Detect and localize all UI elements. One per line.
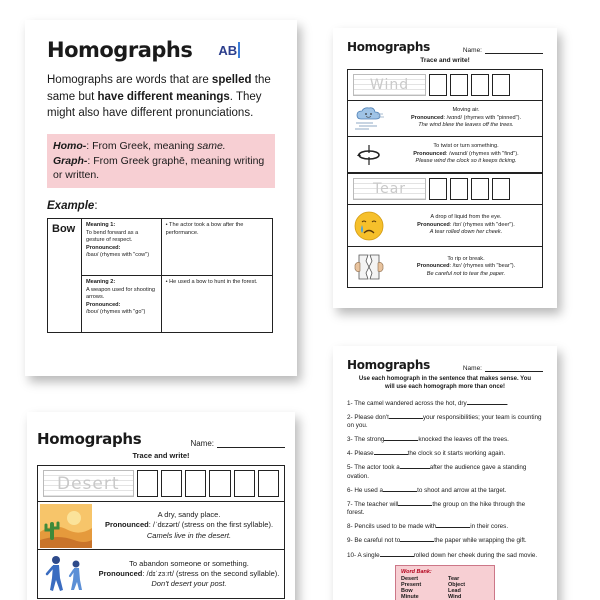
answer-blank[interactable] <box>389 413 423 419</box>
list-item: 8- Pencils used to be made with in their cores. <box>347 523 509 531</box>
answer-blank[interactable] <box>398 500 432 506</box>
word-frame-wind <box>347 69 543 174</box>
meaning-text: A drop of liquid from the eye. Pronounced: /tɪr/ (rhymes with "deer"). A tear rolled down her cheek. <box>417 214 515 236</box>
graph-def: : From Greek graphē, meaning writing or written. <box>53 154 265 182</box>
graph-term: Graph- <box>53 154 88 167</box>
wind-cloud-icon <box>348 101 390 136</box>
answer-blank[interactable] <box>436 522 470 528</box>
intro-part: Homographs are words that are <box>47 74 212 86</box>
answer-blank[interactable] <box>400 536 434 542</box>
answer-blank[interactable] <box>383 486 417 492</box>
trace-write-sheet-desert <box>27 412 295 600</box>
write-box[interactable] <box>471 74 489 96</box>
answer-blank[interactable] <box>380 551 414 557</box>
list-item: 9- Be careful not to the paper while wrapping the gift. <box>347 537 527 545</box>
sentence-list <box>347 399 543 560</box>
write-box[interactable] <box>429 178 447 200</box>
meaning-text: To rip or break. Pronounced: /tɛr/ (rhymes with "bear"). Be careful not to tear the paper. <box>416 255 516 277</box>
example-table <box>47 218 273 333</box>
meaning-text: A dry, sandy place. Pronounced: /ˈdɛzərt/ (stress on the first syllable). Camels live in the desert. <box>104 510 274 540</box>
name-field[interactable]: Name: <box>190 439 285 448</box>
torn-paper-icon <box>348 247 390 287</box>
answer-blank[interactable] <box>384 435 418 441</box>
rotate-arrow-icon <box>348 137 390 172</box>
meaning-text: To abandon someone or something. Pronounced: /dɪˈzɜːrt/ (stress on the second syllable). Don't desert your post. <box>98 558 280 589</box>
table-row <box>48 219 273 276</box>
page-title: Homographs <box>347 358 430 372</box>
intro-part: . They might also have different pronunciations. <box>47 90 262 120</box>
meaning-cell: Meaning 1: To bend forward as a gesture of respect. Pronounced: /baʊ/ (rhymes with "cow") <box>81 219 161 276</box>
homo-def: : From Greek, meaning <box>86 140 198 153</box>
name-field[interactable]: Name: <box>463 365 543 372</box>
word-bank-item: Object <box>448 581 466 588</box>
word-bank-item: Tear <box>448 575 460 582</box>
answer-blank[interactable] <box>374 449 408 455</box>
trace-word[interactable]: Tear <box>353 178 426 200</box>
trace-word[interactable]: Desert <box>43 470 134 497</box>
ab-text-cursor-icon <box>218 42 240 58</box>
page-title: Homographs <box>47 38 193 62</box>
subtitle: Trace and write! <box>132 451 190 460</box>
write-box[interactable] <box>161 470 182 497</box>
word-bank: Word Bank: Desert Tear Present Object Bow Lead Minute Wind <box>395 565 495 600</box>
page-title: Homographs <box>347 40 430 54</box>
homo-term: Homo- <box>53 140 87 153</box>
word-bank-item: Bow <box>401 587 413 594</box>
write-box[interactable] <box>137 470 158 497</box>
list-item: 7- The teacher will the group on the hike through the forest. <box>347 500 526 517</box>
list-item: 1- The camel wandered across the hot, dry . <box>347 399 509 407</box>
list-item: 3- The strong knocked the leaves off the trees. <box>347 436 509 444</box>
example-word: Bow <box>48 219 82 333</box>
list-item: 4- Please the clock so it starts working again. <box>347 450 506 458</box>
write-box[interactable] <box>209 470 230 497</box>
sentence-cell: • The actor took a bow after the performance. <box>161 219 272 276</box>
write-box[interactable] <box>492 74 510 96</box>
write-box[interactable] <box>185 470 206 497</box>
write-box[interactable] <box>471 178 489 200</box>
list-item: 10- A single rolled down her cheek during the sad movie. <box>347 551 538 559</box>
trace-write-sheet-wind-tear <box>333 28 557 308</box>
meaning-cell: Meaning 2: A weapon used for shooting arrows. Pronounced: /boʊ/ (rhymes with "go") <box>81 276 161 333</box>
word-bank-item: Desert <box>401 575 419 582</box>
intro-part: spelled <box>211 74 252 86</box>
page-title: Homographs <box>37 430 142 448</box>
logo-text: AB <box>218 42 238 58</box>
instructions: Use each homograph in the sentence that makes sense. You will use each homograph more than once! <box>358 376 532 390</box>
sentence-cell: • He used a bow to hunt in the forest. <box>161 276 272 333</box>
homo-meaning: same. <box>197 140 226 153</box>
write-box[interactable] <box>234 470 255 497</box>
answer-blank[interactable] <box>400 463 430 469</box>
list-item: 5- The actor took a after the audience gave a standing ovation. <box>347 464 527 480</box>
desert-cactus-icon <box>38 502 94 549</box>
list-item: 6- He used a to shoot and arrow at the target. <box>347 486 507 494</box>
intro-part: the same but <box>47 74 271 103</box>
word-frame-desert <box>37 465 285 599</box>
word-frame-tear <box>347 174 543 288</box>
meaning-text: To twist or turn something. Pronounced: /waɪnd/ (rhymes with "find"). Please wind the clock so it keeps ticking. <box>413 143 519 165</box>
write-box[interactable] <box>429 74 447 96</box>
answer-blank[interactable] <box>467 399 507 405</box>
etymology-box <box>47 134 275 188</box>
example-heading: Example: <box>47 200 98 213</box>
meaning-text: Moving air. Pronounced: /wɪnd/ (rhymes with "pinned"). The wind blew the leaves off the trees. <box>410 107 522 129</box>
subtitle: Trace and write! <box>420 57 470 64</box>
write-box[interactable] <box>492 178 510 200</box>
intro-part: have different meanings <box>97 90 230 103</box>
word-bank-item: Minute <box>401 593 419 600</box>
name-field[interactable]: Name: <box>463 47 543 54</box>
intro-sheet <box>25 20 297 376</box>
table-row <box>48 276 273 333</box>
write-box[interactable] <box>258 470 279 497</box>
fill-in-blank-sheet <box>333 346 557 600</box>
word-bank-item: Lead <box>448 587 461 594</box>
word-bank-item: Wind <box>448 593 462 600</box>
trace-word[interactable]: Wind <box>353 74 426 96</box>
walking-away-icon <box>38 550 94 598</box>
write-box[interactable] <box>450 178 468 200</box>
crying-face-icon <box>348 205 390 246</box>
word-bank-item: Present <box>401 581 422 588</box>
list-item: 2- Please don't your responsibilities; your team is counting on you. <box>347 413 542 429</box>
intro-paragraph <box>47 72 275 122</box>
write-box[interactable] <box>450 74 468 96</box>
